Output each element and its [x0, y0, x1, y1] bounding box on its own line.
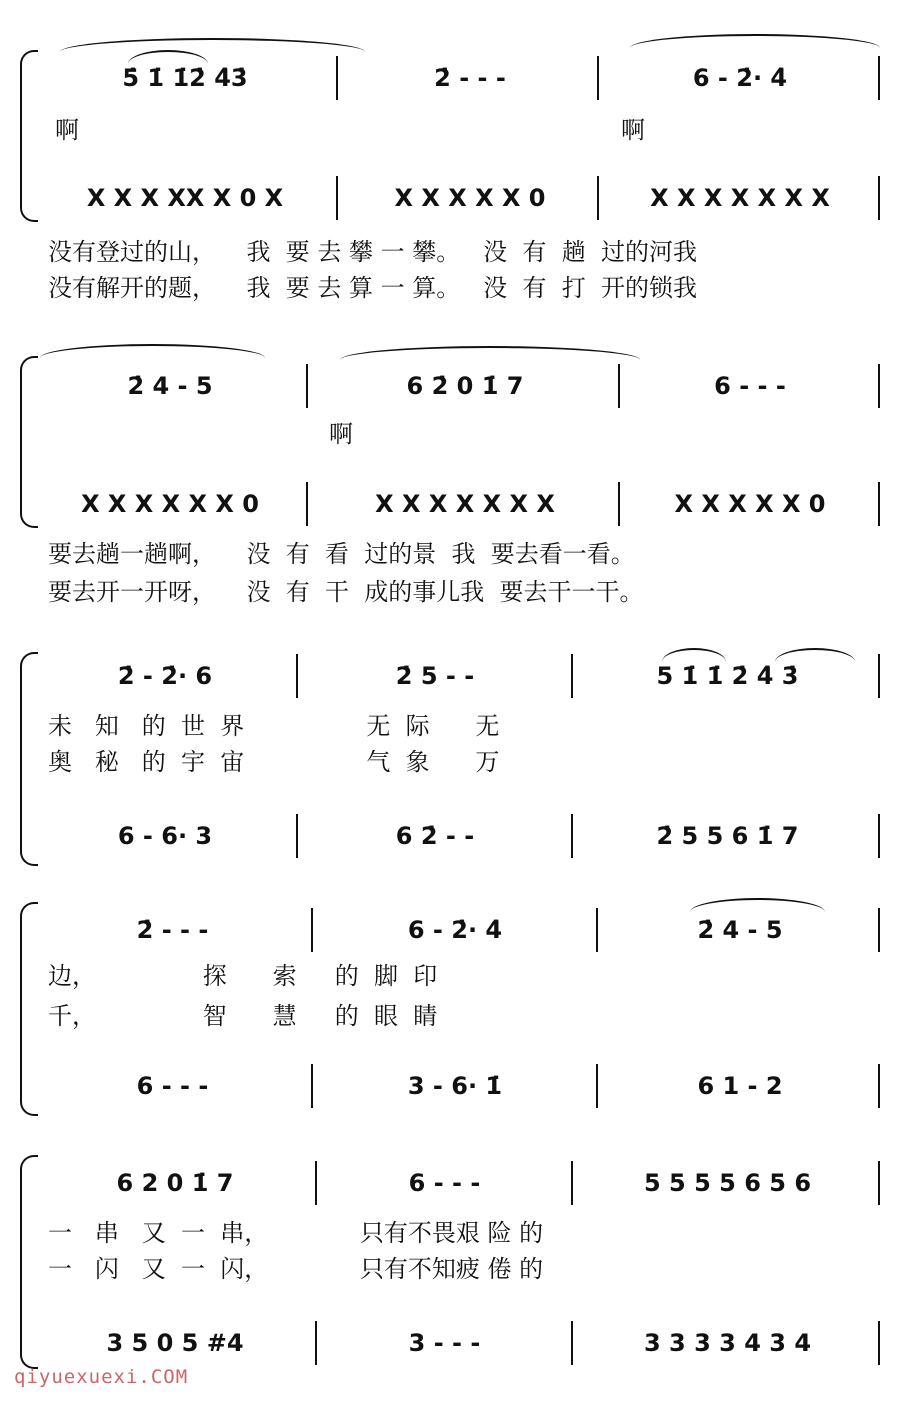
lyric-line: 没有登过的山， 我 要 去 攀 一 攀。 没 有 趟 过的河我 — [48, 238, 697, 266]
barline — [596, 908, 598, 952]
score-system-3 — [0, 640, 904, 860]
score-system-5 — [0, 1145, 904, 1365]
lyric-verse-1 — [0, 234, 904, 270]
measure: 3 3 3 3 4 3 4 — [643, 1329, 812, 1357]
rhythm-row — [0, 1321, 904, 1365]
measure: 6 - - - — [714, 372, 786, 400]
slur — [40, 344, 265, 358]
barline — [597, 56, 599, 100]
barline — [878, 1161, 880, 1205]
measure: 6 2̇ - - — [395, 822, 475, 850]
measure: 2̇ - - - — [434, 64, 506, 92]
measure: 6 - - - — [136, 1072, 209, 1100]
melody-row — [0, 364, 904, 408]
lyric-line: 未 知 的 世 界 无 际 无 — [48, 712, 500, 740]
measure: 6 - 2̇· 4̇ — [692, 64, 788, 92]
barline — [878, 56, 880, 100]
measure: 3 5 0 5 #4 — [106, 1329, 244, 1357]
lyric-line: 一 闪 又 一 闪， 只有不知疲 倦 的 — [48, 1255, 544, 1283]
barline — [878, 482, 880, 526]
rhythm-row — [0, 814, 904, 858]
measure: 3 - - - — [408, 1329, 481, 1357]
barline — [315, 1321, 317, 1365]
lyric-verse-2 — [0, 574, 904, 610]
lyric-verse-1 — [0, 536, 904, 572]
measure: X X X X X X 0 — [81, 490, 259, 518]
barline — [336, 176, 338, 220]
measure: 2̇ 4 - 5 — [127, 372, 213, 400]
lyric: 啊 — [55, 116, 79, 144]
measure: 6 1 - 2 — [697, 1072, 783, 1100]
measure: 6 - 2̇· 4̇ — [407, 916, 503, 944]
measure: X X X X X 0 — [394, 184, 546, 212]
barline — [571, 1321, 573, 1365]
barline — [311, 908, 313, 952]
melody-row — [0, 1161, 904, 1205]
barline — [296, 654, 298, 698]
measure: 5̇ 1̇ 1̇2̇ 4̇3̇ — [122, 64, 248, 92]
score-system-1 — [0, 30, 904, 220]
measure: 6 - 6· 3 — [117, 822, 213, 850]
lyric-verse-1 — [0, 1215, 904, 1251]
barline — [596, 1064, 598, 1108]
measure: X X X X X X X — [650, 184, 830, 212]
lyric-verse-2 — [0, 744, 904, 780]
lyric-verse-1 — [0, 708, 904, 744]
measure: 5 1̇ 1̇ 2̇ 4̇ 3̇ — [656, 662, 799, 690]
barline — [878, 1064, 880, 1108]
score-system-4 — [0, 890, 904, 1120]
barline — [878, 814, 880, 858]
top-lyric-row — [0, 416, 904, 452]
lyric-verse-2 — [0, 270, 904, 306]
barline — [306, 364, 308, 408]
slur — [60, 38, 365, 52]
barline — [315, 1161, 317, 1205]
rhythm-row — [0, 1064, 904, 1108]
melody-row — [0, 56, 904, 100]
barline — [296, 814, 298, 858]
lyric-line: 没有解开的题， 我 要 去 算 一 算。 没 有 打 开的锁我 — [48, 274, 697, 302]
barline — [571, 654, 573, 698]
measure: 2̇ 4 - 5 — [697, 916, 783, 944]
lyric-line: 千， 智 慧 的 眼 睛 — [48, 1002, 438, 1030]
lyric-line: 要去开一开呀， 没 有 干 成的事儿我 要去干一干。 — [48, 578, 644, 606]
slur — [630, 34, 880, 48]
measure: 6 2 0 1̇ 7 — [116, 1169, 234, 1197]
barline — [311, 1064, 313, 1108]
measure: 6 - - - — [408, 1169, 481, 1197]
lyric: 啊 — [329, 420, 353, 448]
measure: 6 2̇ 0 1̇ 7 — [406, 372, 524, 400]
barline — [306, 482, 308, 526]
barline — [618, 482, 620, 526]
measure: 2̇ 5 - - — [395, 662, 475, 690]
lyric-line: 边， 探 索 的 脚 印 — [48, 962, 438, 990]
barline — [878, 176, 880, 220]
lyric-verse-2 — [0, 998, 904, 1034]
barline — [618, 364, 620, 408]
measure: 2̇ - 2̇· 6 — [117, 662, 213, 690]
barline — [571, 1161, 573, 1205]
measure: 2̇ 5 5 6 1̇ 7 — [656, 822, 799, 850]
measure: 3 - 6· 1̇ — [407, 1072, 503, 1100]
barline — [878, 654, 880, 698]
measure: 5 5 5 5 6 5 6 — [643, 1169, 812, 1197]
barline — [878, 364, 880, 408]
barline — [336, 56, 338, 100]
measure: X X X X X 0 — [674, 490, 826, 518]
lyric-line: 一 串 又 一 串， 只有不畏艰 险 的 — [48, 1219, 544, 1247]
barline — [571, 814, 573, 858]
rhythm-row — [0, 176, 904, 220]
slur — [340, 346, 640, 360]
score-system-2 — [0, 340, 904, 530]
barline — [878, 1321, 880, 1365]
measure: X X X XX X 0 X — [86, 184, 284, 212]
lyric-line: 要去趟一趟啊， 没 有 看 过的景 我 要去看一看。 — [48, 540, 635, 568]
lyric-line: 奥 秘 的 宇 宙 气 象 万 — [48, 748, 500, 776]
measure: 2̇ - - - — [136, 916, 209, 944]
rhythm-row — [0, 482, 904, 526]
watermark: qiyuexuexi.COM — [14, 1366, 189, 1388]
lyric-verse-1 — [0, 958, 904, 994]
barline — [597, 176, 599, 220]
lyric-verse-2 — [0, 1251, 904, 1287]
lyric: 啊 — [621, 116, 645, 144]
measure: X X X X X X X — [375, 490, 555, 518]
melody-row — [0, 908, 904, 952]
melody-row — [0, 654, 904, 698]
top-lyric-row — [0, 112, 904, 148]
barline — [878, 908, 880, 952]
